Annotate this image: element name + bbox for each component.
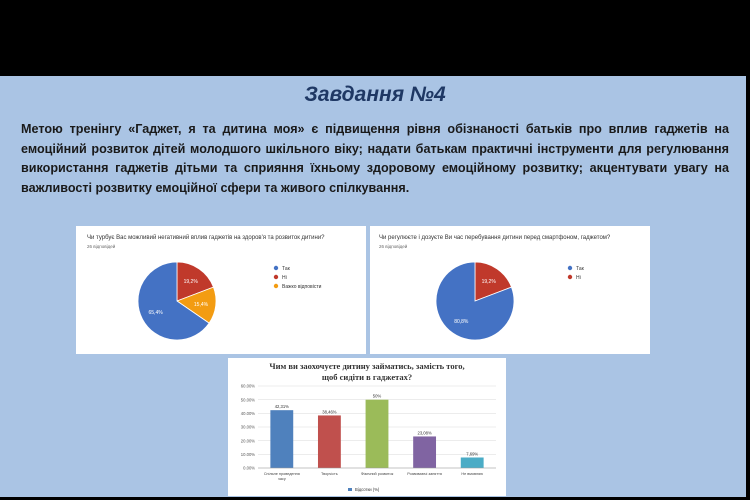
- pie2-legend-label-1: Ні: [576, 275, 581, 281]
- bar-4: [461, 457, 484, 468]
- bar-chart-svg: [228, 358, 506, 496]
- pie1-slice-label-2: 15,4%: [193, 301, 209, 308]
- top-black-bar: [0, 0, 750, 76]
- pie2-legend-marker-0: [568, 266, 572, 270]
- pie1-legend-marker-1: [274, 275, 278, 279]
- pie1-slice-label-0: 65,4%: [148, 310, 163, 317]
- pie2-responses: 26 відповідей: [379, 244, 408, 249]
- pie1-svg: [76, 226, 366, 354]
- bar-3: [413, 436, 436, 468]
- pie1-legend-marker-2: [274, 284, 278, 288]
- pie1-legend-label-1: Ні: [282, 275, 287, 281]
- bar-value-label-2: 50%: [372, 393, 382, 399]
- pie-chart-card-1: [76, 226, 366, 354]
- bar-y-tick-label: 60.00%: [240, 383, 255, 389]
- bar-y-tick-label: 0.00%: [243, 465, 255, 471]
- bar-legend-label: Відсотки (%): [355, 487, 380, 492]
- pie1-legend-label-0: Так: [282, 266, 290, 272]
- pie1-legend-marker-0: [274, 266, 278, 270]
- pie1-legend-label-2: Важко відповісти: [282, 284, 322, 290]
- bar-y-tick-label: 50.00%: [240, 397, 255, 403]
- pie1-slice-label-1: 19,2%: [183, 279, 198, 286]
- bar-0: [270, 410, 293, 468]
- bar-2: [366, 400, 389, 468]
- pie2-legend-marker-1: [568, 275, 572, 279]
- right-edge: [746, 76, 750, 500]
- pie2-legend-label-0: Так: [576, 266, 584, 272]
- pie2-slice-label-0: 80,8%: [454, 318, 469, 325]
- bar-category-label-1: Творчість: [321, 472, 338, 476]
- bar-legend-marker: [348, 488, 352, 491]
- pie2-question: Чи регулюєте і дозуєте Ви час перебування дитини перед смартфоном, гаджетом?: [379, 235, 611, 241]
- bar-value-label-0: 42,31%: [274, 404, 289, 410]
- bar-category-label-2: Фізичний розвиток: [360, 472, 394, 476]
- slide-paragraph: Метою тренінгу «Гаджет, я та дитина моя» є підвищення рівня обізнаності батьків про вплив гаджетів на емоційний розвиток дітей молодшого шкільного віку; надати батькам практичні інструменти для регулювання використання гаджетів дітьми та сприяння їхньому здоровому емоційному розвитку; акцентувати увагу на важливості розвитку емоційної сфери та живого спілкування.: [21, 122, 729, 195]
- bar-category-label-0: часу: [277, 477, 286, 481]
- pie-chart-card-2: [370, 226, 650, 354]
- pie1-responses: 26 відповідей: [87, 244, 116, 249]
- slide-title: Завдання №4: [304, 83, 446, 106]
- bar-1: [318, 415, 341, 468]
- bar-category-label-0: Спільне проведення: [263, 472, 300, 476]
- bar-value-label-1: 38,46%: [322, 409, 337, 415]
- bar-chart-card: [228, 358, 506, 496]
- pie1-question: Чи турбує Вас можливий негативний вплив гаджетів на здоров'я та розвиток дитини?: [87, 235, 325, 241]
- bar-chart-title: Чим ви заохочуєте дитину займатись, замість того, щоб сидіти в гаджетах?: [269, 361, 465, 382]
- bar-value-label-4: 7,69%: [466, 451, 479, 457]
- bar-value-label-3: 23,08%: [417, 430, 432, 436]
- bar-category-label-3: Розвиваючі заняття: [407, 472, 442, 476]
- bar-y-tick-label: 10.00%: [240, 451, 255, 457]
- bar-y-tick-label: 20.00%: [240, 438, 255, 444]
- bar-y-tick-label: 30.00%: [240, 424, 255, 430]
- bar-category-label-4: Не вмовляю: [461, 472, 484, 476]
- pie2-slice-label-1: 19,2%: [481, 279, 496, 286]
- pie2-svg: [370, 226, 650, 354]
- bar-y-tick-label: 40.00%: [240, 410, 255, 416]
